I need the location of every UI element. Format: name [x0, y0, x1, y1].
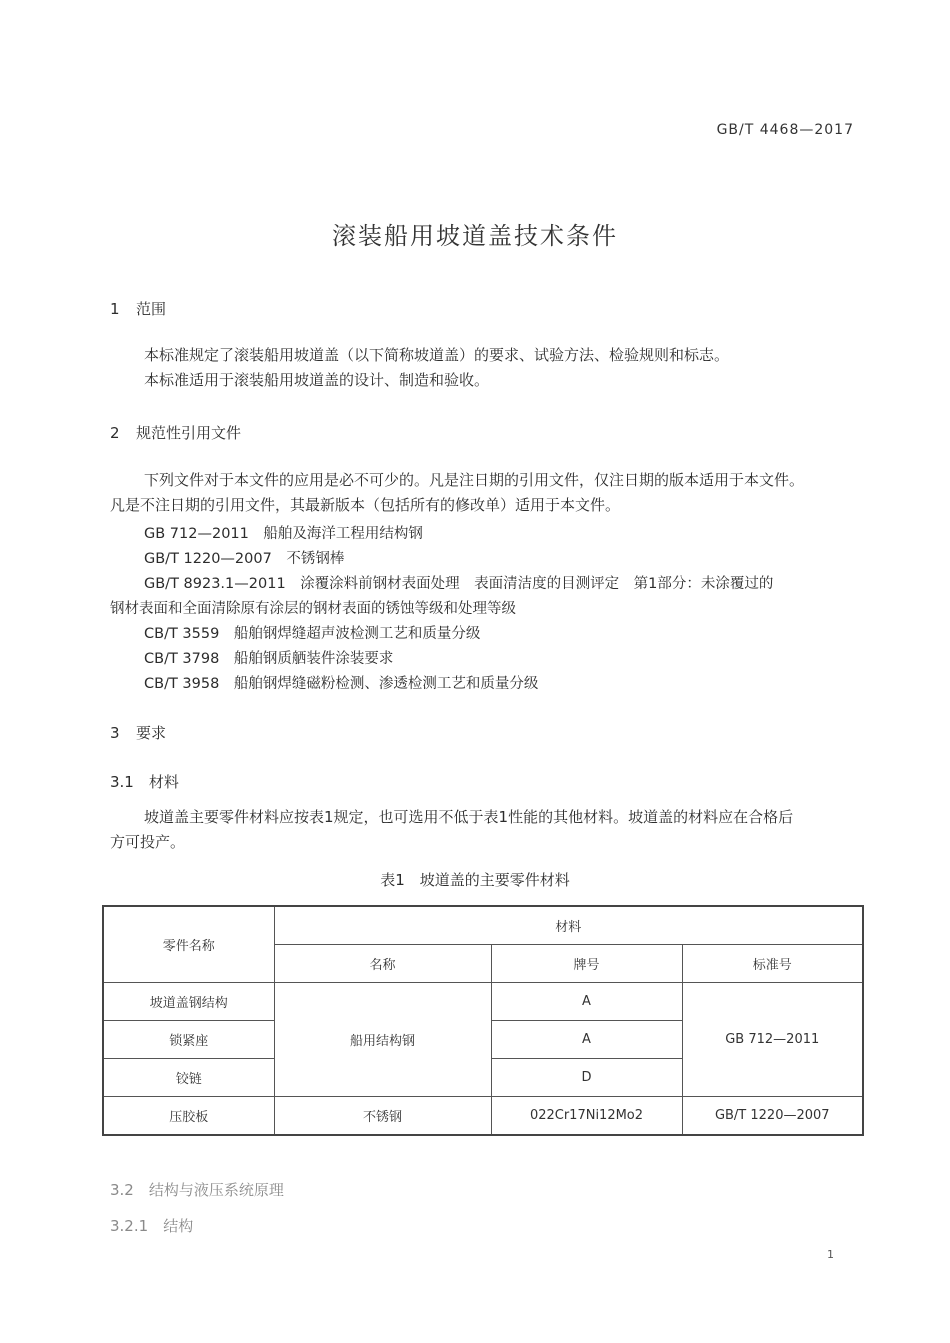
normative-intro-line-2: 凡是不注日期的引用文件，其最新版本（包括所有的修改单）适用于本文件。	[110, 496, 621, 514]
cell-part: 铰链	[103, 1059, 274, 1097]
cell-grade: A	[491, 983, 682, 1021]
header-material: 材料	[274, 906, 863, 945]
table-caption: 表1 坡道盖的主要零件材料	[380, 871, 570, 889]
section-title: 结构	[163, 1217, 194, 1235]
reference-item	[144, 572, 773, 593]
section-1-heading	[110, 298, 166, 319]
scope-paragraph-2: 本标准适用于滚装船用坡道盖的设计、制造和验收。	[144, 371, 490, 389]
materials-table	[102, 905, 864, 1136]
reference-title: 涂覆涂料前钢材表面处理 表面清洁度的目测评定 第1部分：未涂覆过的	[300, 576, 774, 592]
cell-name: 不锈钢	[274, 1097, 491, 1136]
reference-title: 船舶钢焊缝磁粉检测、渗透检测工艺和质量分级	[233, 676, 539, 692]
section-number: 1	[110, 300, 120, 318]
section-number: 2	[110, 424, 120, 442]
header-standard: 标准号	[682, 945, 863, 983]
reference-title: 船舶及海洋工程用结构钢	[263, 526, 423, 542]
reference-item	[144, 547, 344, 568]
table-row	[103, 983, 863, 1021]
cell-grade: D	[491, 1059, 682, 1097]
cell-standard: GB 712—2011	[682, 983, 863, 1097]
reference-title: 船舶钢焊缝超声波检测工艺和质量分级	[233, 626, 481, 642]
standard-code: GB/T 4468—2017	[716, 122, 854, 138]
header-grade: 牌号	[491, 945, 682, 983]
section-3-1-heading	[110, 771, 179, 792]
reference-code: GB/T 8923.1—2011	[144, 576, 286, 592]
document-title: 滚装船用坡道盖技术条件	[332, 222, 618, 250]
reference-title: 不锈钢棒	[286, 551, 345, 567]
reference-item	[144, 622, 480, 643]
section-number: 3	[110, 724, 120, 742]
reference-code: GB 712—2011	[144, 526, 249, 542]
section-3-2-heading	[110, 1179, 284, 1200]
header-part-name: 零件名称	[103, 906, 274, 983]
section-2-heading	[110, 422, 241, 443]
section-3-heading	[110, 722, 166, 743]
cell-part: 锁紧座	[103, 1021, 274, 1059]
section-title: 要求	[136, 724, 167, 742]
reference-item	[144, 672, 538, 693]
header-name: 名称	[274, 945, 491, 983]
normative-intro-line-1: 下列文件对于本文件的应用是必不可少的。凡是注日期的引用文件，仅注日期的版本适用于本文件。	[144, 471, 805, 489]
reference-code: CB/T 3559	[144, 626, 220, 642]
reference-item	[144, 522, 423, 543]
reference-item	[144, 647, 393, 668]
cell-standard: GB/T 1220—2007	[682, 1097, 863, 1136]
cell-part: 坡道盖钢结构	[103, 983, 274, 1021]
section-number: 3.2	[110, 1181, 134, 1199]
table-row	[103, 1097, 863, 1136]
materials-paragraph-line-1: 坡道盖主要零件材料应按表1规定，也可选用不低于表1性能的其他材料。坡道盖的材料应在合格后	[144, 808, 794, 826]
cell-grade: A	[491, 1021, 682, 1059]
reference-code: GB/T 1220—2007	[144, 551, 272, 567]
cell-grade: 022Cr17Ni12Mo2	[491, 1097, 682, 1136]
section-title: 规范性引用文件	[136, 424, 242, 442]
section-3-2-1-heading	[110, 1215, 193, 1236]
section-title: 材料	[148, 773, 179, 791]
section-number: 3.2.1	[110, 1217, 149, 1235]
reference-title: 船舶钢质舾装件涂装要求	[233, 651, 394, 667]
section-title: 范围	[136, 300, 167, 318]
reference-code: CB/T 3958	[144, 676, 220, 692]
reference-continuation: 钢材表面和全面清除原有涂层的钢材表面的锈蚀等级和处理等级	[110, 601, 516, 617]
cell-name: 船用结构钢	[274, 983, 491, 1097]
materials-paragraph-line-2: 方可投产。	[110, 833, 186, 851]
page-number: 1	[827, 1248, 834, 1261]
cell-part: 压胶板	[103, 1097, 274, 1136]
section-number: 3.1	[110, 773, 134, 791]
scope-paragraph-1: 本标准规定了滚装船用坡道盖（以下简称坡道盖）的要求、试验方法、检验规则和标志。	[144, 346, 730, 364]
section-title: 结构与液压系统原理	[148, 1181, 284, 1199]
table-header-row	[103, 906, 863, 945]
reference-code: CB/T 3798	[144, 651, 220, 667]
